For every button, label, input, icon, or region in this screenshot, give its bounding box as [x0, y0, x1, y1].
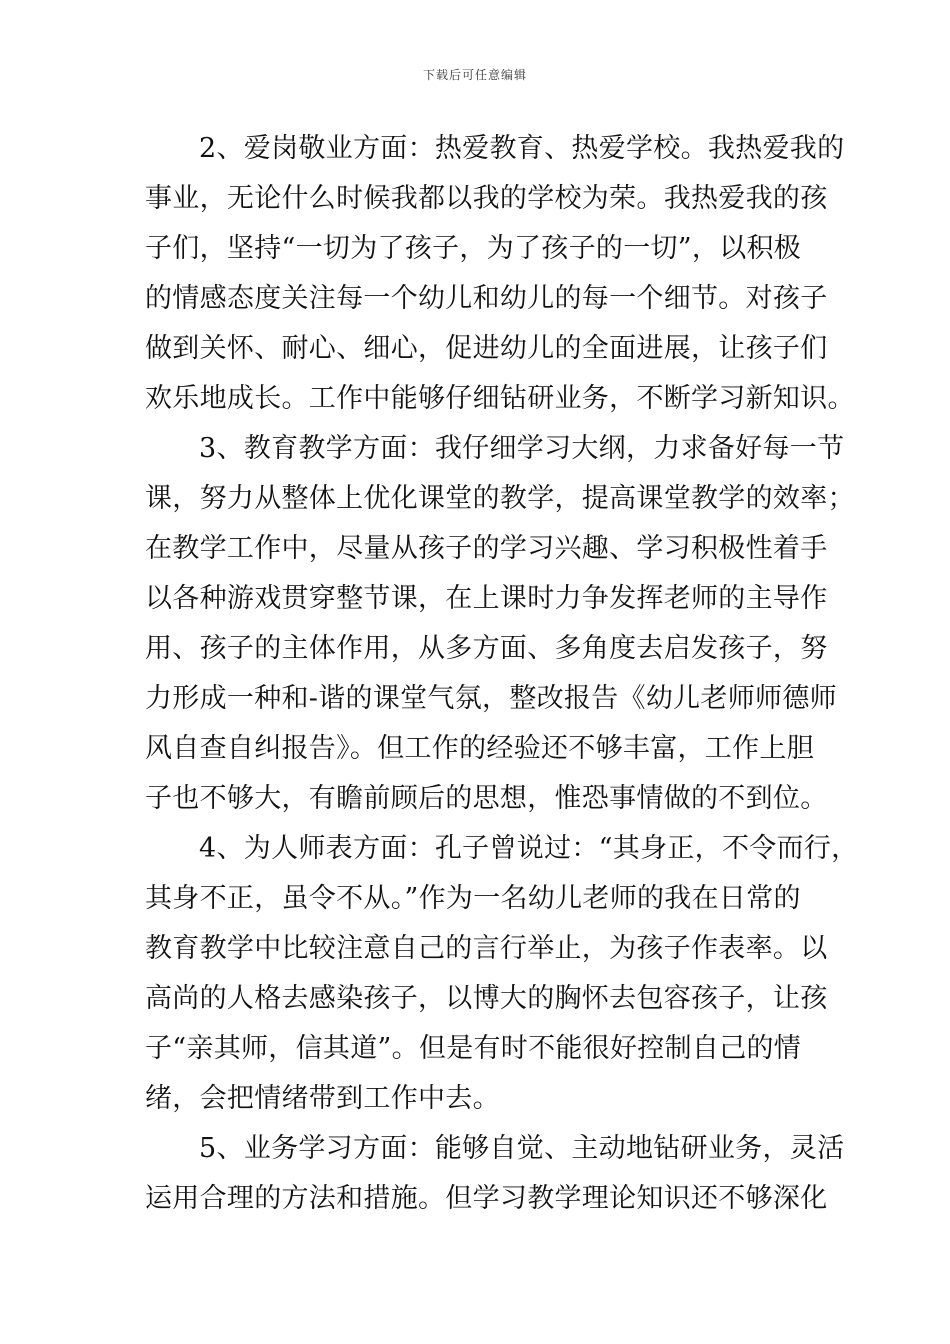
paragraph-2-line-5: 做到关怀、耐心、细心，促进幼儿的全面进展，让孩子们 [145, 333, 828, 364]
paragraph-3-line-8: 子也不够大，有瞻前顾后的思想，惟恐事情做的不到位。 [145, 783, 828, 814]
paragraph-5-line-1: 5、业务学习方面：能够自觉、主动地钻研业务，灵活 [199, 1133, 845, 1164]
paragraph-2-line-6: 欢乐地成长。工作中能够仔细钻研业务，不断学习新知识。 [145, 383, 855, 414]
paragraph-4-line-3: 教育教学中比较注意自己的言行举止，为孩子作表率。以 [145, 933, 828, 964]
paragraph-2-line-1: 2、爱岗敬业方面：热爱教育、热爱学校。我热爱我的 [199, 133, 845, 164]
paragraph-2-line-2: 事业，无论什么时候我都以我的学校为荣。我热爱我的孩 [145, 183, 828, 214]
paragraph-5-line-2: 运用合理的方法和措施。但学习教学理论知识还不够深化 [145, 1183, 828, 1214]
paragraph-4-line-4: 高尚的人格去感染孩子，以博大的胸怀去包容孩子，让孩 [145, 983, 828, 1014]
paragraph-4-line-6: 绪，会把情绪带到工作中去。 [145, 1083, 500, 1114]
paragraph-3-line-7: 风自查自纠报告》。但工作的经验还不够丰富，工作上胆 [145, 733, 814, 764]
page-header: 下载后可任意编辑 [422, 68, 527, 82]
paragraph-4-line-1: 4、为人师表方面：孔子曾说过：“其身正，不令而行， [199, 833, 859, 864]
paragraph-2-line-3: 子们，坚持“一切为了孩子，为了孩子的一切”，以积极 [145, 233, 802, 264]
paragraph-3-line-4: 以各种游戏贯穿整节课，在上课时力争发挥老师的主导作 [145, 583, 828, 614]
document-body [145, 124, 859, 1224]
paragraph-3-line-3: 在教学工作中，尽量从孩子的学习兴趣、学习积极性着手 [145, 533, 828, 564]
paragraph-2-line-4: 的情感态度关注每一个幼儿和幼儿的每一个细节。对孩子 [145, 283, 828, 314]
paragraph-3-line-5: 用、孩子的主体作用，从多方面、多角度去启发孩子，努 [145, 633, 828, 664]
paragraph-4-line-5: 子“亲其师，信其道”。但是有时不能很好控制自己的情 [145, 1033, 802, 1064]
paragraph-4-line-2: 其身不正，虽令不从。”作为一名幼儿老师的我在日常的 [145, 883, 801, 914]
paragraph-3-line-6: 力形成一种和-谐的课堂气氛，整改报告《幼儿老师师德师 [145, 683, 837, 714]
paragraph-3-line-1: 3、教育教学方面：我仔细学习大纲，力求备好每一节 [199, 433, 845, 464]
paragraph-3-line-2: 课，努力从整体上优化课堂的教学，提高课堂教学的效率； [145, 483, 855, 514]
